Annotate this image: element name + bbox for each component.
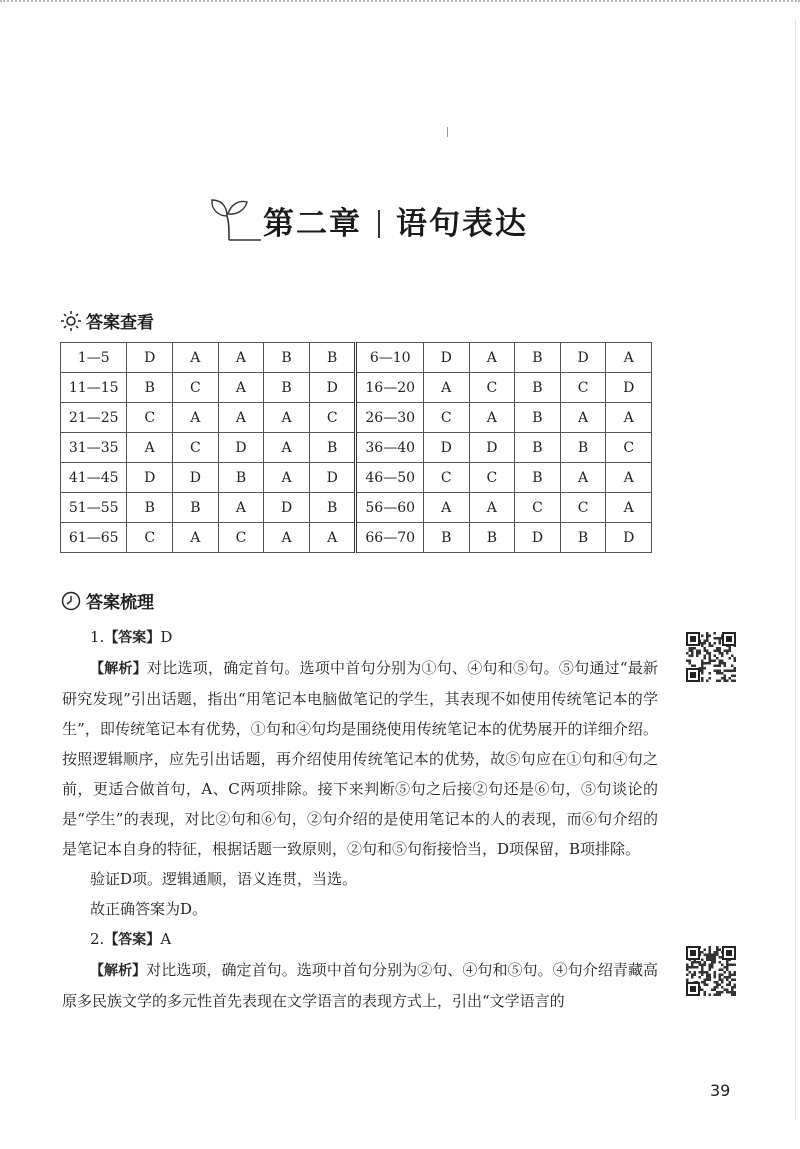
answer-cell: C	[469, 463, 515, 493]
answer-cell: B	[469, 523, 515, 553]
question-range: 61—65	[61, 523, 127, 553]
answer-cell: A	[560, 403, 606, 433]
question-range: 21—25	[61, 403, 127, 433]
answer-cell: C	[309, 403, 356, 433]
question-range: 36—40	[356, 433, 423, 463]
question-range: 41—45	[61, 463, 127, 493]
q2-number: 2.	[90, 930, 105, 948]
answer-cell: B	[218, 463, 264, 493]
table-row	[61, 433, 652, 463]
answer-cell: C	[560, 373, 606, 403]
question-range: 16—20	[356, 373, 423, 403]
answer-cell: A	[264, 433, 310, 463]
q1-conclusion: 故正确答案为D。	[90, 900, 208, 918]
q1-verify: 验证D项。逻辑通顺，语义连贯，当选。	[90, 870, 358, 888]
answer-cell: B	[560, 523, 606, 553]
answer-cell: A	[218, 493, 264, 523]
table-row	[61, 343, 652, 373]
answer-cell: D	[423, 433, 469, 463]
qr-code-icon[interactable]	[686, 632, 736, 682]
answer-cell: A	[606, 403, 652, 433]
answer-cell: C	[127, 523, 173, 553]
answer-cell: B	[264, 373, 310, 403]
q1-answer: D	[160, 628, 173, 646]
answer-cell: B	[127, 373, 173, 403]
answer-cell: A	[423, 493, 469, 523]
answer-cell: B	[423, 523, 469, 553]
answer-cell: B	[309, 433, 356, 463]
question-range: 56—60	[356, 493, 423, 523]
table-row	[61, 463, 652, 493]
q2-analysis	[62, 955, 658, 1016]
answer-cell: A	[423, 373, 469, 403]
answer-cell: A	[309, 523, 356, 553]
table-row	[61, 373, 652, 403]
review-section-title: 答案梳理	[86, 593, 154, 613]
qr-code-icon[interactable]	[686, 946, 736, 996]
q1-answer-line	[62, 622, 658, 653]
chapter-heading	[205, 190, 528, 250]
answer-cell: A	[127, 433, 173, 463]
answer-cell: B	[515, 373, 561, 403]
answer-cell: B	[515, 403, 561, 433]
answer-cell: B	[515, 343, 561, 373]
answer-cell: C	[423, 463, 469, 493]
chapter-divider	[378, 210, 380, 238]
answer-cell: C	[218, 523, 264, 553]
answer-cell: D	[560, 343, 606, 373]
answer-cell: D	[218, 433, 264, 463]
q2-analysis-text: 对比选项，确定首句。选项中首句分别为②句、④句和⑤句。④句介绍青藏高原多民族文学的多元性首先表现在文学语言的表现方式上，引出“文学语言的	[62, 961, 658, 1010]
sprout-icon	[205, 192, 263, 248]
answer-cell: B	[264, 343, 310, 373]
answer-cell: D	[127, 343, 173, 373]
question-range: 26—30	[356, 403, 423, 433]
q1-answer-label: 【答案】	[104, 630, 161, 646]
question-range: 51—55	[61, 493, 127, 523]
clock-icon	[60, 590, 82, 612]
answer-cell: C	[173, 433, 219, 463]
answer-cell: A	[218, 373, 264, 403]
answer-cell: A	[469, 403, 515, 433]
table-row	[61, 493, 652, 523]
question-range: 1—5	[61, 343, 127, 373]
chapter-title	[263, 198, 528, 243]
explanations	[62, 622, 658, 1016]
answer-cell: C	[469, 373, 515, 403]
answers-section-title: 答案查看	[86, 313, 154, 333]
answer-cell: D	[264, 493, 310, 523]
q1-analysis-text: 对比选项，确定首句。选项中首句分别为①句、④句和⑤句。⑤句通过“最新研究发现”引出话题，指出“用笔记本电脑做笔记的学生，其表现不如使用传统笔记本的学生”，即传统笔记本有优势，①句和④句均是围绕使用传统笔记本的优势展开的详细介绍。按照逻辑顺序，应先引出话题，再介绍使用传统笔记本的优势，故⑤句应在①句和④句之前，更适合做首句，A、C两项排除。接下来判断⑤句之后接②句还是⑥句，⑤句谈论的是“学生”的表现，对比②句和⑥句，②句介绍的是使用笔记本的人的表现，而⑥句介绍的是笔记本自身的特征，根据话题一致原则，②句和⑤句衔接恰当，D项保留，B项排除。	[62, 659, 658, 858]
chapter-number: 第二章	[263, 205, 362, 242]
answer-cell: B	[127, 493, 173, 523]
q1-analysis-label: 【解析】	[90, 661, 148, 677]
question-range: 31—35	[61, 433, 127, 463]
answer-cell: D	[606, 373, 652, 403]
answer-cell: B	[560, 433, 606, 463]
question-range: 6—10	[356, 343, 423, 373]
answer-cell: A	[264, 463, 310, 493]
answer-cell: B	[173, 493, 219, 523]
answer-cell: A	[606, 343, 652, 373]
answer-cell: C	[423, 403, 469, 433]
table-row	[61, 403, 652, 433]
sun-icon	[60, 310, 82, 332]
answer-cell: D	[173, 463, 219, 493]
answer-cell: B	[309, 493, 356, 523]
answers-section-heading	[60, 308, 154, 333]
question-range: 66—70	[356, 523, 423, 553]
answer-cell: A	[264, 523, 310, 553]
answer-cell: A	[264, 403, 310, 433]
answer-cell: C	[127, 403, 173, 433]
answer-cell: A	[173, 343, 219, 373]
answer-cell: A	[218, 403, 264, 433]
answer-cell: B	[309, 343, 356, 373]
review-section-heading	[60, 588, 154, 613]
scan-mark	[447, 127, 448, 137]
answer-cell: B	[515, 463, 561, 493]
answer-cell: C	[606, 433, 652, 463]
answer-table	[60, 342, 652, 553]
answer-cell: D	[606, 523, 652, 553]
answer-cell: C	[173, 373, 219, 403]
answer-cell: B	[515, 433, 561, 463]
page-top-edge	[0, 0, 800, 12]
q2-answer-line	[62, 924, 658, 955]
answer-cell: A	[173, 523, 219, 553]
answer-cell: C	[560, 493, 606, 523]
answer-cell: A	[218, 343, 264, 373]
answer-cell: D	[515, 523, 561, 553]
answer-cell: D	[423, 343, 469, 373]
answer-cell: C	[515, 493, 561, 523]
page-right-edge	[794, 20, 796, 1120]
answer-cell: A	[469, 343, 515, 373]
q2-answer: A	[160, 930, 172, 948]
answer-cell: A	[469, 493, 515, 523]
q2-analysis-label: 【解析】	[90, 963, 147, 979]
answer-cell: D	[309, 463, 356, 493]
q1-analysis	[62, 653, 658, 864]
answer-cell: A	[606, 463, 652, 493]
answer-cell: D	[309, 373, 356, 403]
chapter-subtitle: 语句表达	[396, 205, 528, 242]
answer-cell: A	[560, 463, 606, 493]
question-range: 11—15	[61, 373, 127, 403]
answer-cell: A	[606, 493, 652, 523]
question-range: 46—50	[356, 463, 423, 493]
answer-cell: D	[127, 463, 173, 493]
answer-cell: D	[469, 433, 515, 463]
table-row	[61, 523, 652, 553]
q1-number: 1.	[90, 628, 105, 646]
q2-answer-label: 【答案】	[104, 932, 161, 948]
answer-cell: A	[173, 403, 219, 433]
page-number: 39	[710, 1081, 731, 1100]
